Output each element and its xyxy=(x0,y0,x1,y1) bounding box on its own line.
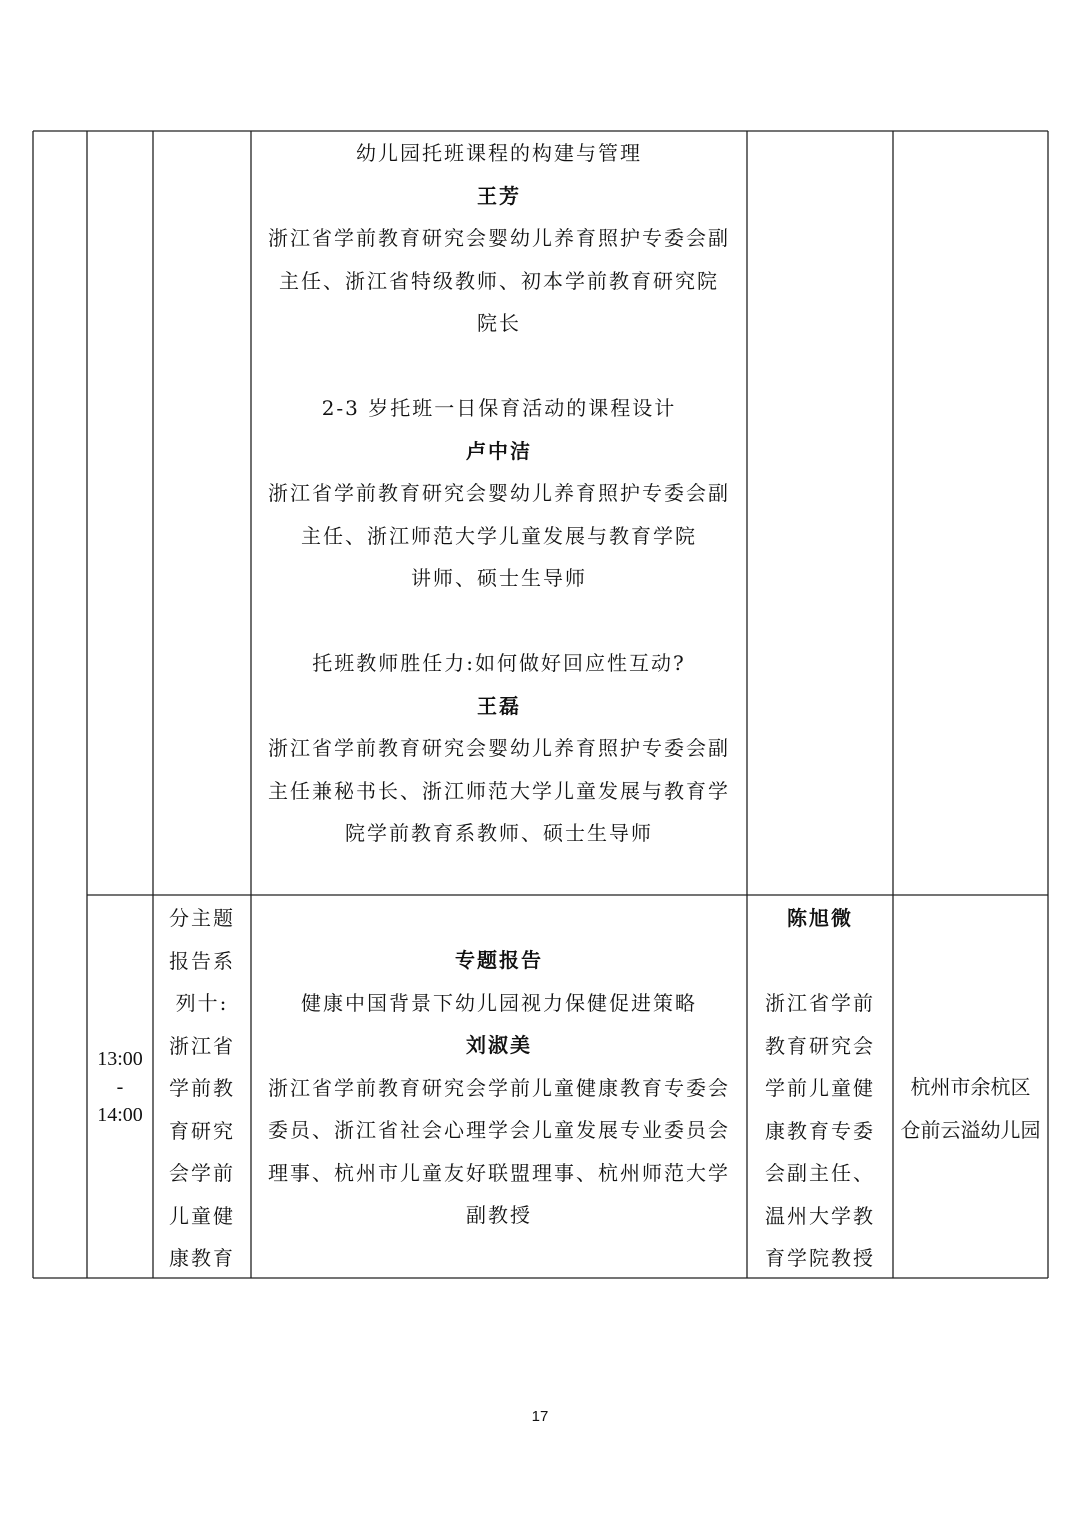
talk-2-affiliation-line: 主任、浙江师范大学儿童发展与教育学院 xyxy=(301,523,697,548)
session-line: 分主题 xyxy=(169,906,235,930)
time-end: 14:00 xyxy=(97,1104,143,1126)
venue-line: 仓前云溢幼儿园 xyxy=(900,1117,1041,1142)
talk-2-affiliation-line: 浙江省学前教育研究会婴幼儿养育照护专委会副 xyxy=(268,481,730,505)
talk-3-affiliation-line: 院学前教育系教师、硕士生导师 xyxy=(345,821,653,845)
talk-1-speaker: 王芳 xyxy=(477,183,521,208)
host-affiliation-line: 育学院教授 xyxy=(765,1246,875,1270)
talk-1-affiliation-line: 浙江省学前教育研究会婴幼儿养育照护专委会副 xyxy=(268,226,730,250)
report-title: 健康中国背景下幼儿园视力保健促进策略 xyxy=(301,990,697,1015)
host-affiliation-line: 教育研究会 xyxy=(765,1033,875,1058)
report-heading: 专题报告 xyxy=(455,948,543,972)
session-line: 学前教 xyxy=(169,1076,235,1100)
talk-2-speaker: 卢中洁 xyxy=(466,438,532,463)
session-line: 会学前 xyxy=(169,1161,235,1185)
report-affiliation-line: 浙江省学前教育研究会学前儿童健康教育专委会 xyxy=(268,1075,730,1100)
talk-3-affiliation-line: 浙江省学前教育研究会婴幼儿养育照护专委会副 xyxy=(268,736,730,760)
host-cell xyxy=(747,897,893,1280)
report-speaker: 刘淑美 xyxy=(466,1033,532,1057)
session-line: 育研究 xyxy=(169,1118,235,1143)
talk-2-title: 2-3 岁托班一日保育活动的课程设计 xyxy=(321,396,677,420)
talk-3-title: 托班教师胜任力:如何做好回应性互动? xyxy=(312,651,686,675)
session-line: 康教育 xyxy=(169,1246,235,1270)
talk-1-affiliation-line: 院长 xyxy=(477,311,521,335)
time-separator: - xyxy=(116,1076,124,1098)
talks-cell-bottom xyxy=(251,939,747,1237)
host-affiliation-line: 温州大学教 xyxy=(765,1203,875,1228)
session-line: 列十: xyxy=(175,991,229,1015)
time-cell xyxy=(87,1045,153,1129)
session-line: 浙江省 xyxy=(169,1033,235,1058)
session-line: 儿童健 xyxy=(169,1203,235,1228)
talk-3-affiliation-line: 主任兼秘书长、浙江师范大学儿童发展与教育学 xyxy=(268,778,730,803)
venue-line: 杭州市余杭区 xyxy=(910,1075,1031,1099)
talk-2-affiliation-line: 讲师、硕士生导师 xyxy=(411,566,587,590)
session-line: 报告系 xyxy=(169,948,235,973)
host-name: 陈旭微 xyxy=(787,906,853,930)
report-affiliation-line: 委员、浙江省社会心理学会儿童发展专业委员会 xyxy=(268,1118,730,1142)
talk-1-title: 幼儿园托班课程的构建与管理 xyxy=(356,141,642,165)
session-cell xyxy=(153,897,251,1280)
page-number: 17 xyxy=(531,1408,549,1425)
host-affiliation-line: 浙江省学前 xyxy=(765,991,875,1015)
report-affiliation-line: 副教授 xyxy=(466,1203,532,1227)
talks-cell-top xyxy=(251,131,747,855)
host-affiliation-line: 会副主任、 xyxy=(765,1161,875,1185)
report-affiliation-line: 理事、杭州市儿童友好联盟理事、杭州师范大学 xyxy=(268,1160,730,1185)
host-affiliation-line: 康教育专委 xyxy=(765,1118,875,1143)
talk-3-speaker: 王磊 xyxy=(477,693,521,718)
host-affiliation-line: 学前儿童健 xyxy=(765,1076,875,1100)
venue-cell xyxy=(893,1066,1048,1151)
time-start: 13:00 xyxy=(97,1048,143,1070)
talk-1-affiliation-line: 主任、浙江省特级教师、初本学前教育研究院 xyxy=(279,268,719,293)
